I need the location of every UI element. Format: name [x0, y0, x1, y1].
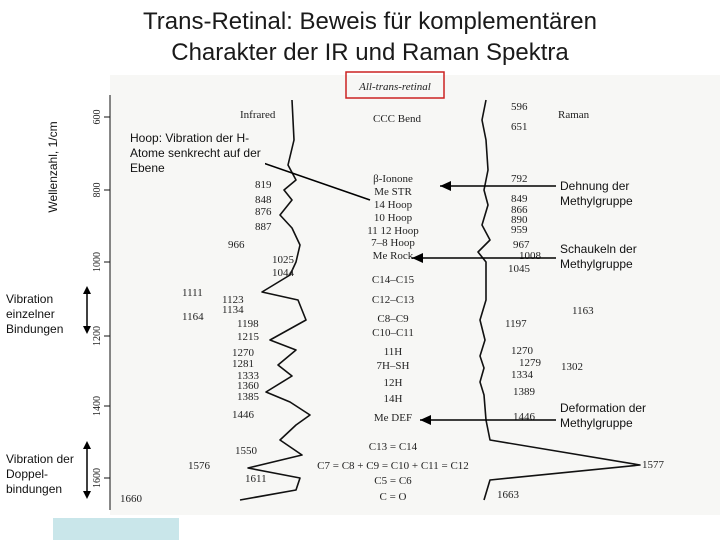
assignment-label: C5 = C6 [374, 475, 412, 487]
infrared-peak-label: 1123 [222, 294, 244, 306]
assignment-label: 11 12 Hoop [367, 225, 419, 237]
raman-peak-label: 1302 [561, 361, 583, 373]
axis-tick-label: 1200 [92, 326, 103, 346]
infrared-label: Infrared [240, 109, 276, 121]
raman-peak-label: 1270 [511, 345, 533, 357]
raman-peak-label: 792 [511, 173, 528, 185]
infrared-peak-label: 1576 [188, 460, 210, 472]
assignment-label: C14–C15 [371, 274, 415, 286]
infrared-peak-label: 1611 [245, 473, 267, 485]
raman-label: Raman [558, 109, 590, 121]
infrared-peak-label: 1446 [232, 409, 254, 421]
bracket-doppel-bottom [83, 491, 91, 499]
infrared-peak-label: 1215 [237, 331, 259, 343]
raman-peak-label: 849 [511, 193, 528, 205]
infrared-peak-label: 819 [255, 179, 272, 191]
raman-peak-label: 1446 [513, 411, 535, 423]
assignment-label: Me Rock [372, 250, 414, 262]
infrared-peak-label: 1111 [182, 287, 203, 299]
raman-peak-label: 596 [511, 101, 528, 113]
raman-peak-label: 651 [511, 121, 528, 133]
annotation-hoop: Hoop: Vibration der H-Atome senkrecht auf der Ebene [130, 131, 265, 176]
title-line-1: Trans-Retinal: Beweis für komplementären [143, 8, 597, 35]
assignment-label: 14 Hoop [373, 199, 413, 211]
annotation-dehnung: Dehnung der Methylgruppe [560, 179, 633, 208]
raman-peak-label: 1663 [497, 489, 519, 501]
assignment-label: 7H–SH [376, 360, 410, 372]
raman-peak-label: 967 [513, 239, 530, 251]
assignment-label: C10–C11 [372, 327, 414, 339]
axis-tick-label: 1600 [92, 468, 103, 488]
bracket-einzel-bottom [83, 326, 91, 334]
infrared-peak-label: 1281 [232, 358, 254, 370]
y-axis-label-text: Wellenzahl, 1/cm [46, 121, 60, 213]
title-line-2: Charakter der IR und Raman Spektra [171, 39, 569, 66]
assignment-label: Me STR [374, 186, 412, 198]
raman-peak-label: 1279 [519, 357, 541, 369]
assignment-label: β-Ionone [373, 173, 413, 185]
molecule-label: All-trans-retinal [359, 81, 431, 93]
annotation-schaukeln: Schaukeln der Methylgruppe [560, 242, 637, 271]
axis-tick-label: 800 [92, 182, 103, 198]
raman-peak-label: 1197 [505, 318, 527, 330]
infrared-peak-label: 876 [255, 206, 272, 218]
raman-peak-label: 890 [511, 214, 528, 226]
infrared-peak-label: 1198 [237, 318, 259, 330]
raman-peak-label: 1045 [508, 263, 530, 275]
raman-peak-label: 1334 [511, 369, 533, 381]
raman-peak-label: 866 [511, 204, 528, 216]
infrared-peak-label: 887 [255, 221, 272, 233]
assignment-label: C12–C13 [371, 294, 415, 306]
infrared-peak-label: 966 [228, 239, 245, 251]
raman-peak-label: 1389 [513, 386, 535, 398]
infrared-peak-label: 1360 [237, 380, 259, 392]
infrared-peak-label: 1385 [237, 391, 259, 403]
raman-peak-label: 1163 [572, 305, 594, 317]
infrared-peak-label: 1164 [182, 311, 204, 323]
infrared-peak-label: 1333 [237, 370, 259, 382]
assignment-label: C13 = C14 [368, 441, 418, 453]
annotation-deformation: Deformation der Methylgruppe [560, 401, 647, 430]
assignment-label: 11H [383, 346, 403, 358]
raman-peak-label: 959 [511, 224, 528, 236]
assignment-label: 10 Hoop [373, 212, 413, 224]
assignment-label: 7–8 Hoop [371, 237, 415, 249]
bracket-doppel-top [83, 441, 91, 449]
assignment-label: C7 = C8 + C9 = C10 + C11 = C12 [317, 460, 469, 472]
raman-peak-label: 1577 [642, 459, 664, 471]
annotation-doppel: Vibration der Doppel-bindungen [6, 452, 74, 496]
assignment-label: Me DEF [373, 412, 413, 424]
assignment-label: 14H [383, 393, 403, 405]
infrared-peak-label: 1270 [232, 347, 254, 359]
infrared-peak-label: 1660 [120, 493, 142, 505]
bracket-einzel-top [83, 286, 91, 294]
assignment-label: 12H [383, 377, 403, 389]
teal-block [53, 518, 179, 540]
raman-peak-label: 1008 [519, 250, 541, 262]
axis-tick-label: 1400 [92, 396, 103, 416]
axis-ticks [92, 110, 110, 489]
infrared-peak-label: 1044 [272, 267, 294, 279]
assignment-label: C = O [379, 491, 407, 503]
infrared-peak-label: 848 [255, 194, 272, 206]
assignment-label: CCC Bend [373, 113, 421, 125]
axis-tick-label: 1000 [92, 252, 103, 272]
infrared-peak-label: 1134 [222, 304, 244, 316]
infrared-peak-label: 1550 [235, 445, 257, 457]
infrared-peak-label: 1025 [272, 254, 294, 266]
annotation-einzel: Vibration einzelner Bindungen [6, 292, 64, 336]
assignment-label: C8–C9 [377, 313, 409, 325]
axis-tick-label: 600 [92, 109, 103, 125]
